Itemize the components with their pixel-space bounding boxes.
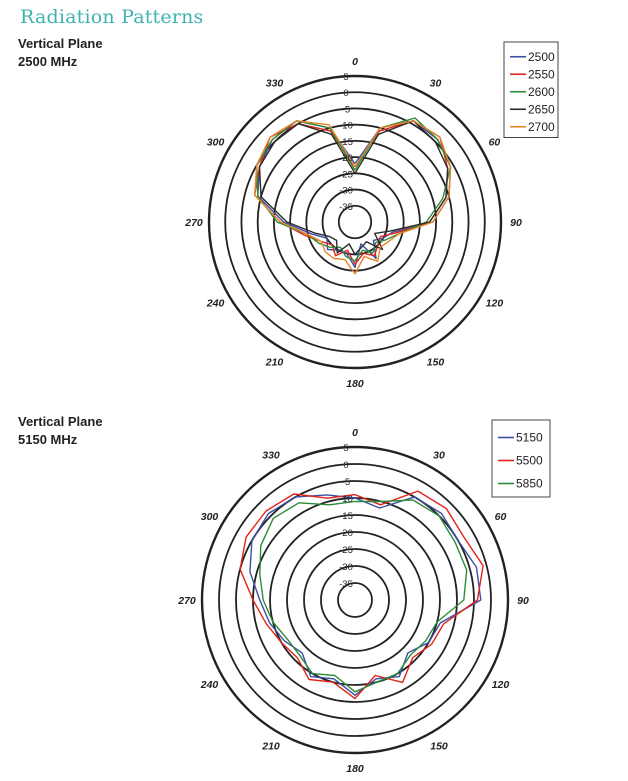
angle-label: 180 <box>346 763 364 775</box>
ring-label: -5 <box>341 477 351 488</box>
ring-label: 0 <box>343 460 349 471</box>
legend-entry: 5150 <box>516 430 543 445</box>
ring-label: -30 <box>339 562 353 573</box>
angle-label: 210 <box>265 356 284 369</box>
ring-label: 0 <box>343 88 349 100</box>
legend-entry: 2700 <box>528 119 555 134</box>
ring-label: -30 <box>339 185 353 197</box>
ring-label: -10 <box>339 120 353 132</box>
legend-entry: 2500 <box>528 49 555 64</box>
legend-entry: 2600 <box>528 84 555 99</box>
chart-2-frequency-label: 5150 MHz <box>18 432 78 447</box>
angle-label: 240 <box>206 297 225 310</box>
angle-label: 330 <box>262 449 280 462</box>
angle-label: 210 <box>262 740 280 753</box>
angle-label: 270 <box>185 217 203 229</box>
ring-label: -15 <box>339 511 353 522</box>
ring-label: -15 <box>339 136 353 148</box>
polar-ring <box>225 92 485 352</box>
angle-label: 0 <box>352 56 358 68</box>
angle-label: 120 <box>491 679 510 691</box>
angle-label: 330 <box>265 77 284 90</box>
angle-label: 270 <box>178 595 196 607</box>
ring-label: -35 <box>339 579 353 590</box>
angle-label: 90 <box>517 595 529 607</box>
angle-label: 60 <box>494 511 507 523</box>
angle-label: 300 <box>206 136 225 149</box>
polar-chart-2 <box>177 420 550 775</box>
legend <box>504 42 558 138</box>
polar-ring <box>253 498 457 702</box>
legend <box>492 420 550 497</box>
ring-label: -35 <box>339 201 353 213</box>
angle-label: 240 <box>200 679 219 691</box>
angle-label: 300 <box>200 511 219 523</box>
series-line-5150 <box>250 495 481 695</box>
chart-1-plane-label: Vertical Plane <box>18 36 103 51</box>
ring-label: -25 <box>339 169 353 181</box>
polar-ring <box>306 173 403 270</box>
ring-label: -25 <box>339 545 353 556</box>
polar-ring <box>206 76 501 368</box>
chart-1-frequency-label: 2500 MHz <box>18 54 78 69</box>
polar-ring <box>270 515 440 685</box>
series-line-2500 <box>258 121 451 268</box>
polar-ring <box>274 141 436 303</box>
chart-2-plane-label: Vertical Plane <box>18 414 103 429</box>
legend-entry: 5500 <box>516 453 543 468</box>
angle-label: 30 <box>433 449 445 462</box>
angle-label: 150 <box>426 356 445 369</box>
polar-chart-1 <box>184 42 558 390</box>
polar-ring <box>321 566 389 634</box>
ring-label: -20 <box>339 528 353 539</box>
angle-label: 180 <box>346 378 364 390</box>
polar-ring <box>304 549 406 651</box>
section-title: Radiation Patterns <box>20 6 204 28</box>
legend-entry: 2650 <box>528 102 555 117</box>
legend-entry: 5850 <box>516 476 543 491</box>
polar-ring <box>236 481 474 719</box>
angle-label: 150 <box>430 740 448 753</box>
angle-label: 120 <box>485 297 504 310</box>
polar-ring <box>241 108 468 335</box>
ring-label: 5 <box>343 443 349 454</box>
ring-label: -20 <box>339 153 353 165</box>
angle-label: 60 <box>488 136 501 149</box>
legend-entry: 2550 <box>528 67 555 82</box>
angle-label: 90 <box>510 217 522 229</box>
angle-label: 0 <box>352 427 358 439</box>
ring-label: -10 <box>339 494 353 505</box>
polar-ring <box>287 532 423 668</box>
polar-ring <box>202 447 508 753</box>
ring-label: -5 <box>341 104 351 116</box>
ring-label: 5 <box>343 72 349 83</box>
angle-label: 30 <box>429 77 442 90</box>
